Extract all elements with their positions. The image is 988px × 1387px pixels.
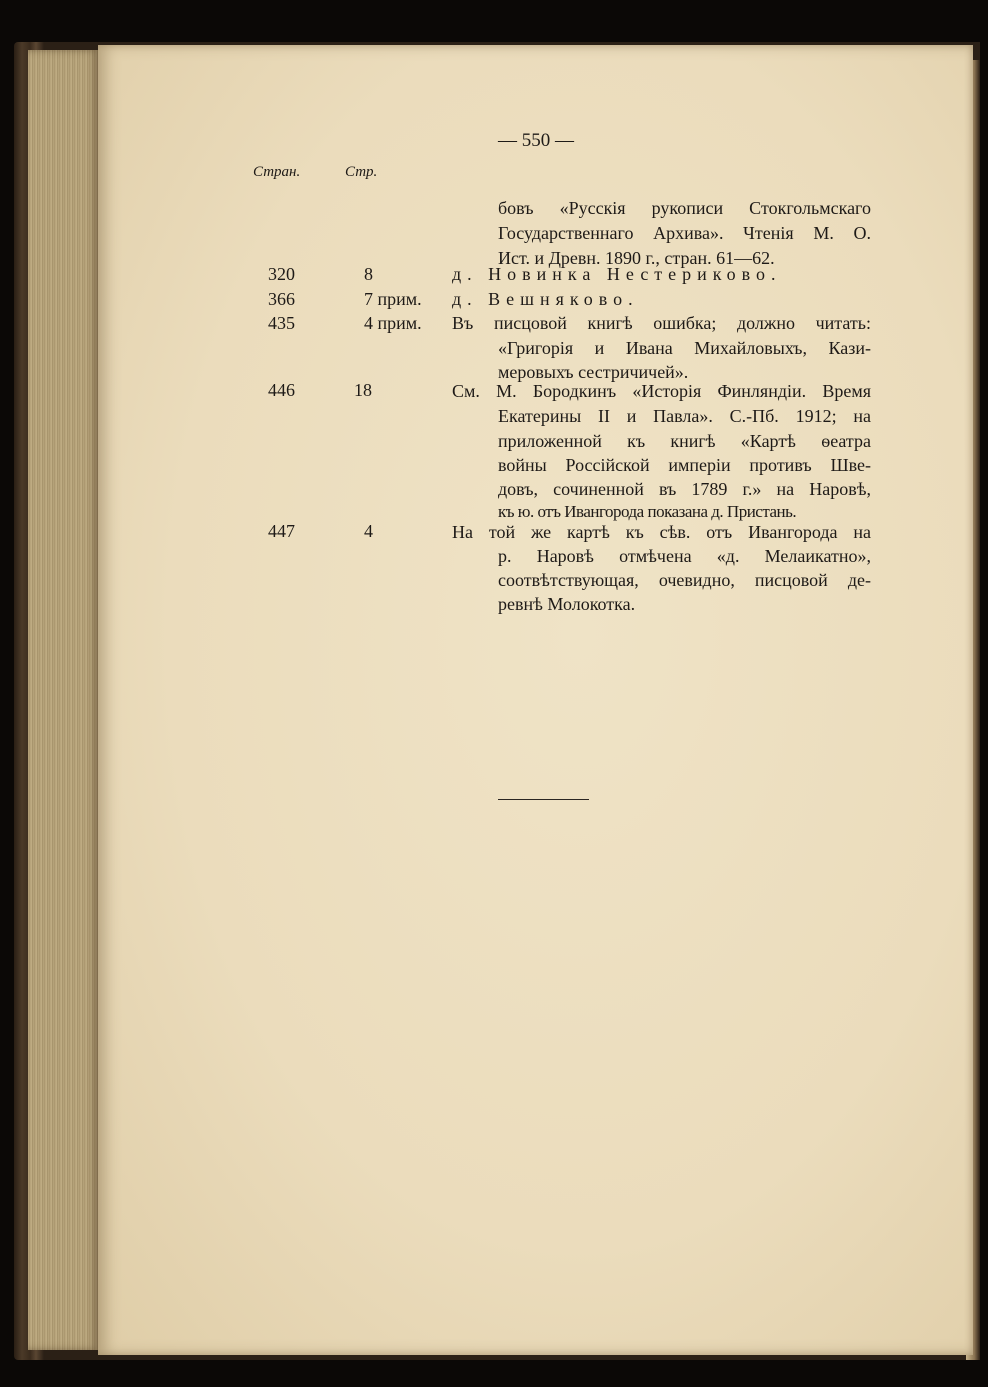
entry-text-line: соотвѣтствующая, очевидно, писцовой де- [498, 570, 871, 590]
entry-text-line: р. Наровѣ отмѣчена «д. Мелаикатно», [498, 546, 871, 566]
entry-text-line: меровыхъ сестричичей». [498, 362, 689, 382]
entry-text-line: д. Вешняково. [452, 289, 639, 309]
entry-page-number: 366 [268, 289, 295, 309]
page-edges [28, 50, 100, 1350]
entry-text-line: ревнѣ Молокотка. [498, 594, 636, 614]
continuation-line: Ист. и Древн. 1890 г., стран. 61—62. [498, 248, 775, 268]
entry-text-line: войны Россійской имперіи противъ Шве- [498, 455, 871, 475]
entry-text-line: къ ю. отъ Ивангорода показана д. Пристань. [498, 502, 797, 521]
continuation-line: бовъ «Русскія рукописи Стокгольмскаго [498, 198, 871, 218]
entry-text-line: Екатерины II и Павла». С.-Пб. 1912; на [498, 406, 871, 426]
entry-line-number: 4 прим. [364, 313, 422, 333]
column-header-line: Стр. [345, 164, 378, 180]
entry-text-line: «Григорія и Ивана Михайловыхъ, Кази- [498, 338, 871, 358]
entry-line-number: 4 [364, 521, 373, 541]
entry-text-line: На той же картѣ къ сѣв. отъ Ивангорода на [452, 522, 871, 542]
entry-line-number: 18 [354, 380, 372, 400]
continuation-line: Государственнаго Архива». Чтенія М. О. [498, 223, 871, 243]
entry-page-number: 446 [268, 380, 295, 400]
entry-page-number: 435 [268, 313, 295, 333]
entry-page-number: 447 [268, 521, 295, 541]
page-number: — 550 — [498, 130, 574, 151]
column-header-page: Стран. [253, 164, 301, 180]
entry-page-number: 320 [268, 264, 295, 284]
entry-text-line: довъ, сочиненной въ 1789 г.» на Наровѣ, [498, 479, 871, 499]
entry-text-line: д. Новинка Нестериково. [452, 264, 782, 284]
end-rule [498, 799, 589, 800]
entry-text-line: Въ писцовой книгѣ ошибка; должно читать: [452, 313, 871, 333]
entry-line-number: 8 [364, 264, 373, 284]
entry-text-line: приложенной къ книгѣ «Картѣ ѳеатра [498, 431, 871, 451]
entry-line-number: 7 прим. [364, 289, 422, 309]
entry-text-line: См. М. Бородкинъ «Исторія Финляндіи. Время [452, 381, 871, 401]
